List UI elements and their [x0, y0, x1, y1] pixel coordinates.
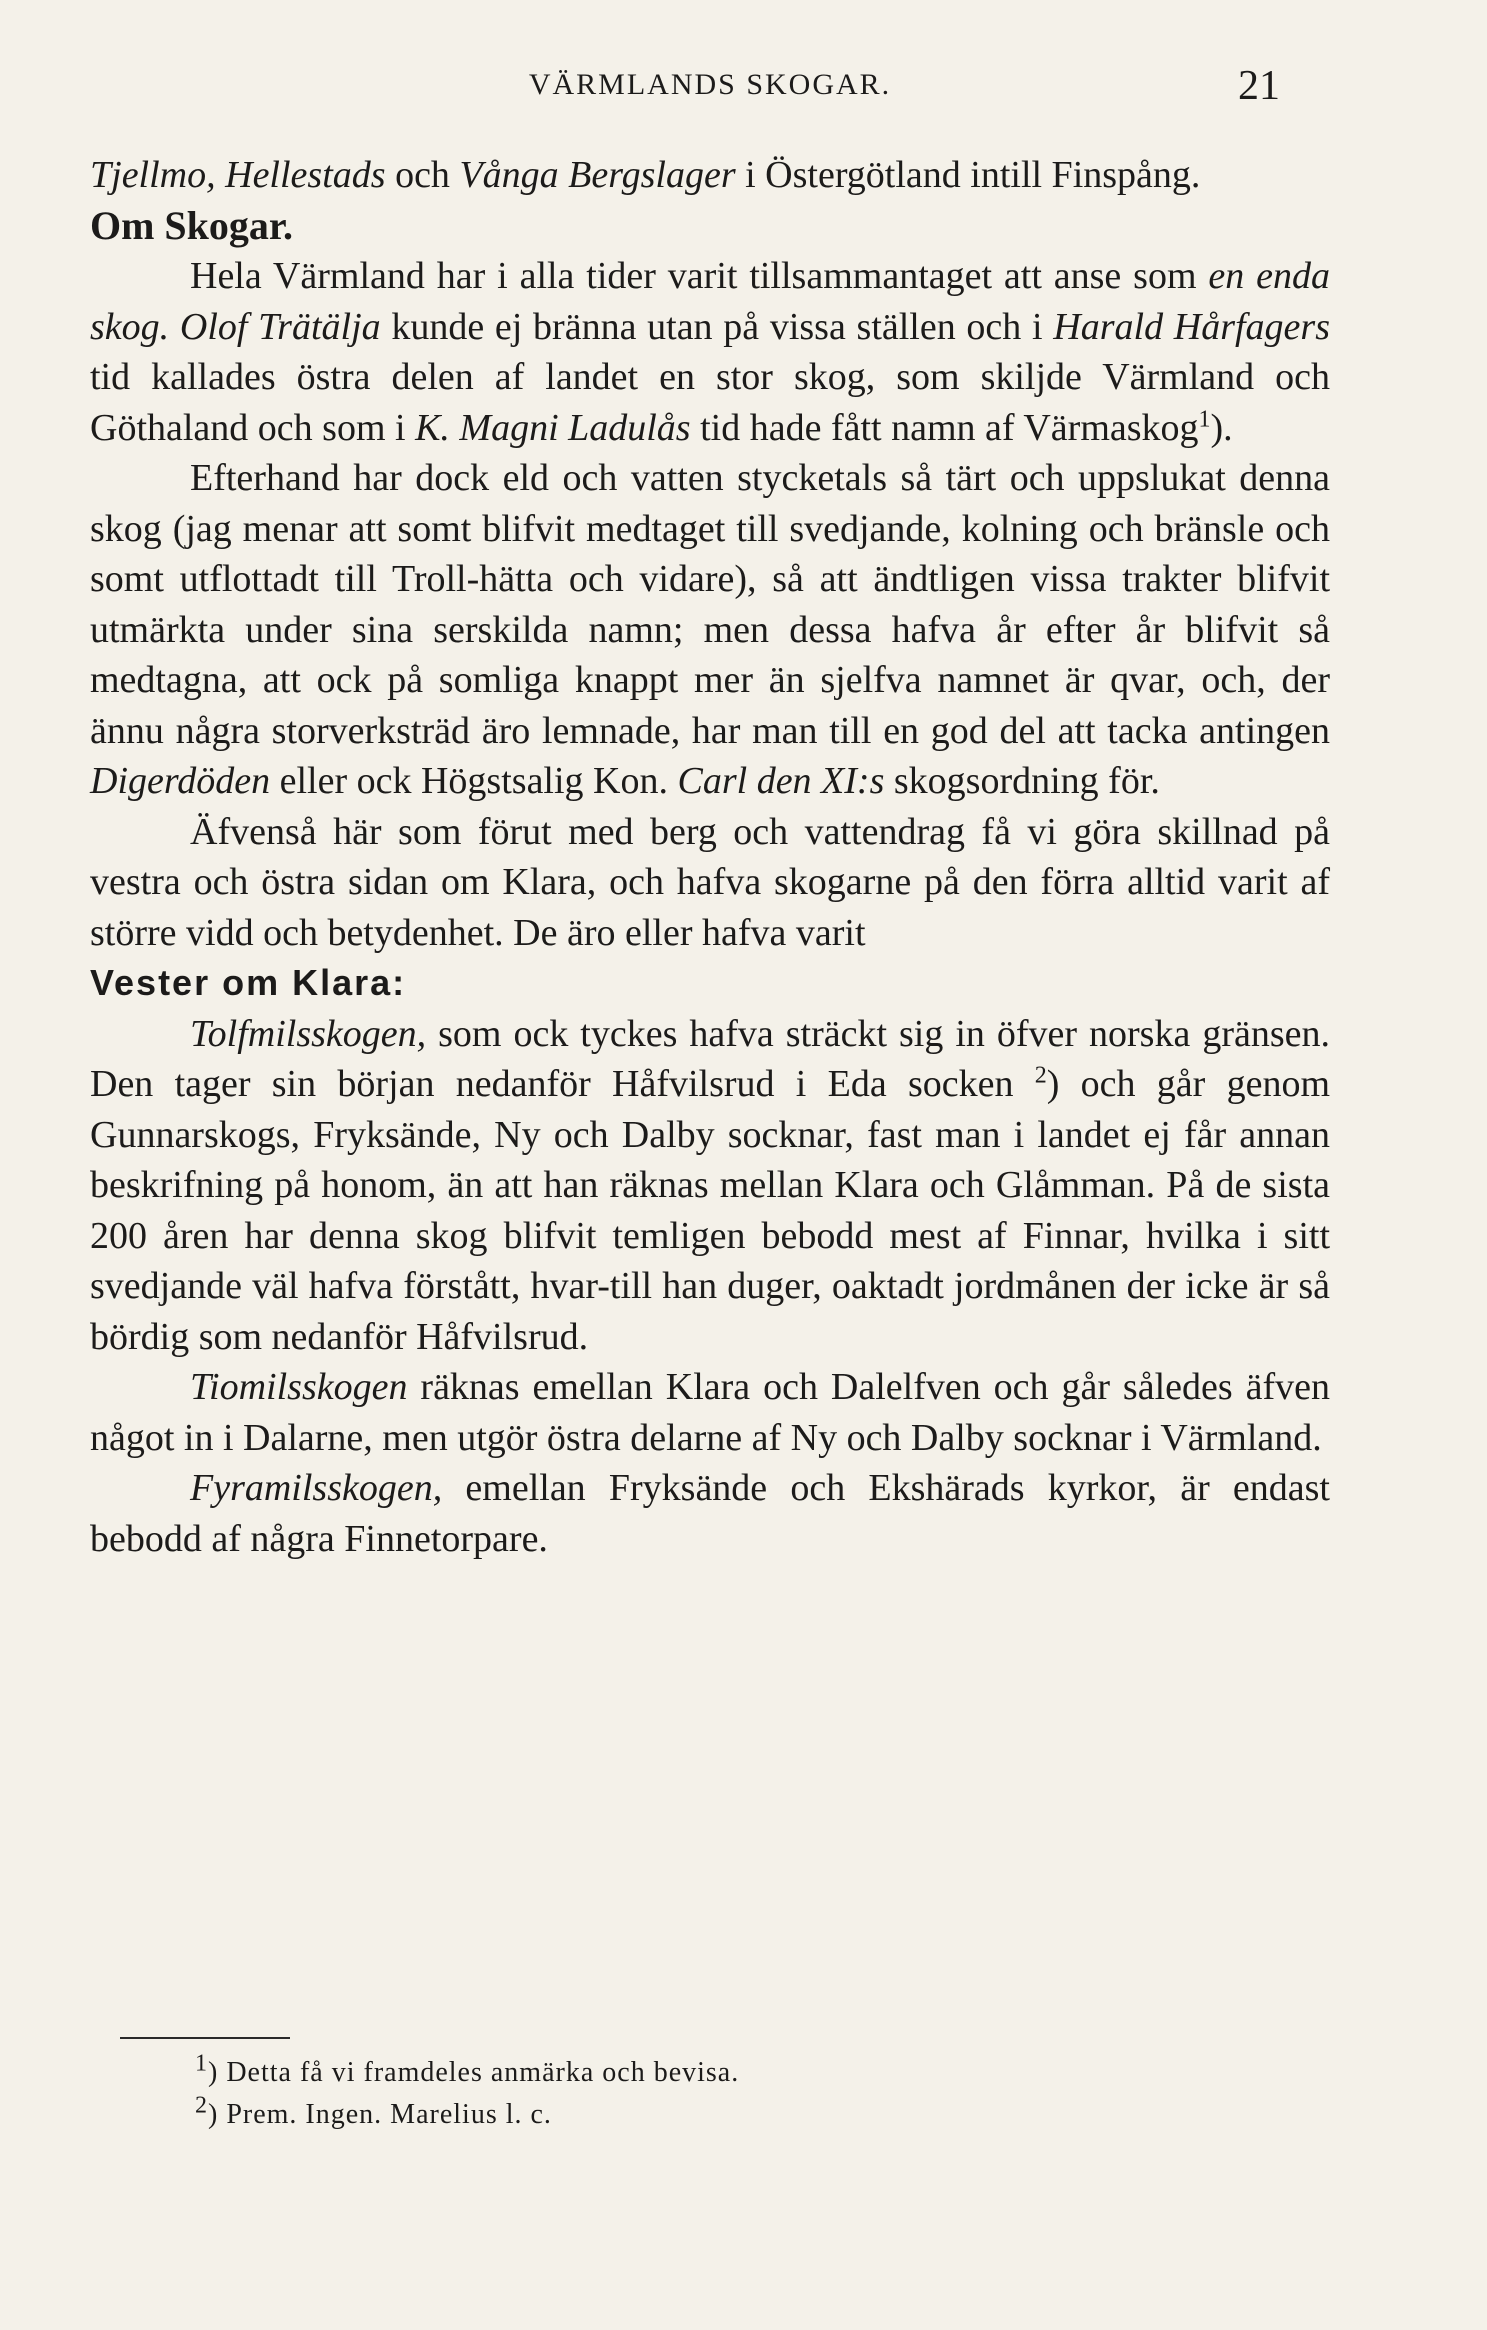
- running-title: VÄRMLANDS SKOGAR.: [528, 68, 892, 101]
- forest-name: Tolfmilsskogen,: [190, 1012, 427, 1055]
- place-name: Hellestads: [225, 154, 386, 196]
- person-name: K. Magni Ladulås: [415, 406, 691, 449]
- paragraph-5: [90, 1009, 1330, 1363]
- footnote-ref[interactable]: 2: [1034, 1062, 1047, 1089]
- text-run: skogsordning för.: [884, 760, 1160, 802]
- place-name: Tjellmo,: [90, 154, 216, 196]
- text-run: tid kallades östra delen af landet en stor skog, som skiljde Värmland och Göthaland och som i: [90, 356, 1330, 449]
- page-header: [90, 62, 1330, 112]
- emphasis: Carl den XI:s: [677, 760, 885, 802]
- paragraph-7: [90, 1463, 1330, 1564]
- paragraph-1: [90, 150, 1330, 201]
- emphasis: en enda skog.: [90, 255, 1330, 348]
- text-run: tid hade fått namn af Värmaskog: [690, 406, 1199, 449]
- paragraph-3: [90, 453, 1330, 807]
- footnote-1: [195, 2052, 1295, 2094]
- forest-name: Fyramilsskogen,: [190, 1467, 443, 1509]
- text-run: [216, 154, 226, 196]
- place-name: Vånga Bergslager: [459, 154, 736, 196]
- footnote-2: [195, 2094, 1295, 2136]
- text-run: räknas emellan Klara och Dalelfven och går således äfven något in i Dalarne, men utgör östra delarne af Ny och Dalby socknar i Värmland.: [90, 1366, 1330, 1459]
- text-run: som ock tyckes hafva sträckt sig in öfver norska gränsen. Den tager sin början nedanför Håfvilsrud i Eda socken: [90, 1012, 1330, 1105]
- paragraph-2: [90, 251, 1330, 453]
- footnote-mark: 2: [195, 2092, 208, 2119]
- text-run: Hela Värmland har i alla tider varit tillsammantaget att anse som: [190, 255, 1209, 297]
- body-text: [90, 150, 1330, 1564]
- footnote-text: ) Detta få vi framdeles anmärka och bevisa.: [208, 2057, 740, 2088]
- text-run: eller ock Högstsalig Kon.: [270, 760, 678, 802]
- footnote-divider: [120, 2037, 290, 2039]
- text-run: emellan Fryksände och Ekshärads kyrkor, är endast bebodd af några Finnetorpare.: [90, 1467, 1330, 1560]
- person-name: Olof Trätälja: [179, 305, 381, 348]
- section-heading: Om Skogar.: [90, 202, 294, 248]
- text-run: kunde ej bränna utan på vissa ställen och i: [380, 305, 1054, 348]
- text-run: och: [385, 154, 460, 196]
- emphasis: Digerdöden: [90, 760, 271, 802]
- text-run: i Östergötland intill Finspång.: [735, 154, 1201, 196]
- paragraph-6: [90, 1362, 1330, 1463]
- person-name: Harald Hårfagers: [1053, 305, 1331, 348]
- footnote-text: ) Prem. Ingen. Marelius l. c.: [208, 2099, 552, 2130]
- text-run: Efterhand har dock eld och vatten stycketals så tärt och uppslukat denna skog (jag menar att somt blifvit medtaget till svedjande, kolning och bränsle och somt utflottadt till Troll-hätta och vidare), så att ändtligen vissa trakter blifvit utmärkta under sina serskilda namn; men dessa hafva år efter år blifvit så medtagna, att ock på somliga knappt mer än sjelfva namnet är qvar, och, der ännu några storverksträd äro lemnade, har man till en god del att tacka antingen: [90, 457, 1330, 752]
- footnote-mark: 1: [195, 2050, 208, 2077]
- footnote-ref[interactable]: 1: [1198, 405, 1211, 432]
- text-run: ).: [1210, 406, 1233, 449]
- text-run: [169, 306, 180, 348]
- subsection-heading: Vester om Klara:: [90, 962, 407, 1003]
- forest-name: Tiomilsskogen: [190, 1366, 408, 1408]
- text-run: ) och går genom Gunnarskogs, Fryksände, Ny och Dalby socknar, fast man i landet ej får annan beskrifning på honom, än att han räknas mellan Klara och Glåmman. På de sista 200 åren har denna skog blifvit temligen bebodd mest af Finnar, hvilka i sitt svedjande väl hafva förstått, hvar-till han duger, oaktadt jordmånen der icke är så bördig som nedanför Håfvilsrud.: [90, 1063, 1330, 1358]
- paragraph-4: Äfvenså här som förut med berg och vattendrag få vi göra skillnad på vestra och östra sidan om Klara, och hafva skogarne på den förra alltid varit af större vidd och betydenhet. De äro eller hafva varit: [90, 810, 1330, 954]
- page-number: 21: [1238, 63, 1280, 109]
- footnotes: [195, 2052, 1295, 2136]
